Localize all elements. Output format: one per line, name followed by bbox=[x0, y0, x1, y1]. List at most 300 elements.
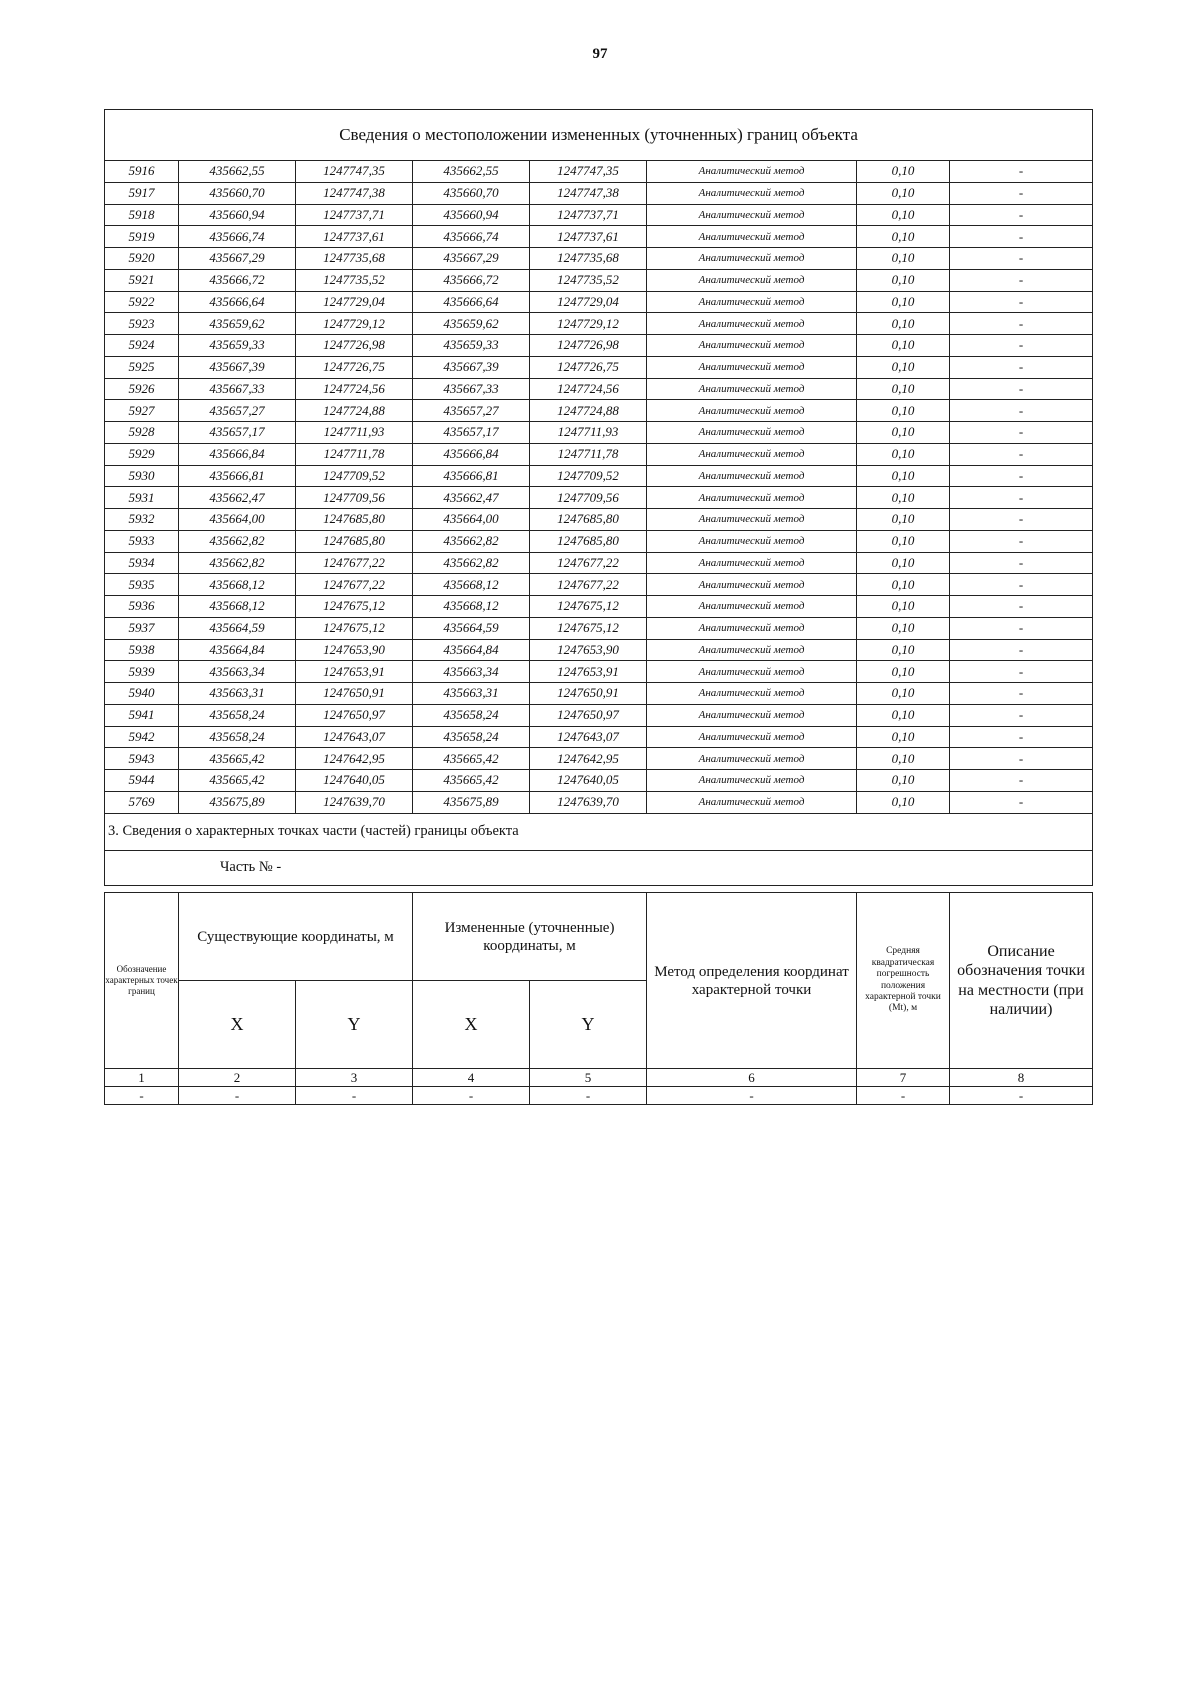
table-row bbox=[105, 596, 1093, 618]
table-cell: 1247675,12 bbox=[530, 596, 647, 618]
table-cell: Аналитический метод bbox=[647, 161, 857, 183]
table-cell: 435666,84 bbox=[179, 443, 296, 465]
table-cell: 435666,81 bbox=[413, 465, 530, 487]
table-cell: Аналитический метод bbox=[647, 726, 857, 748]
table-cell: - bbox=[413, 1087, 530, 1105]
table-cell: 435667,33 bbox=[179, 378, 296, 400]
table-cell: 0,10 bbox=[857, 748, 950, 770]
table-cell: - bbox=[950, 596, 1093, 618]
column-number: 7 bbox=[857, 1069, 950, 1087]
table-cell: 1247711,78 bbox=[296, 443, 413, 465]
table-row bbox=[105, 617, 1093, 639]
table-cell: 5936 bbox=[105, 596, 179, 618]
table-cell: 435662,82 bbox=[179, 530, 296, 552]
table-cell: 435666,72 bbox=[179, 269, 296, 291]
table-cell: 0,10 bbox=[857, 530, 950, 552]
table-cell: 435662,82 bbox=[179, 552, 296, 574]
table-cell: 0,10 bbox=[857, 465, 950, 487]
table-cell: - bbox=[950, 683, 1093, 705]
table-cell: - bbox=[950, 726, 1093, 748]
table-cell: 5918 bbox=[105, 204, 179, 226]
table-row bbox=[105, 683, 1093, 705]
table-cell: 1247726,75 bbox=[296, 356, 413, 378]
table-cell: 0,10 bbox=[857, 161, 950, 183]
empty-data-row bbox=[105, 1087, 1093, 1105]
page-number: 97 bbox=[592, 46, 608, 62]
table-cell: - bbox=[950, 617, 1093, 639]
table-title: Сведения о местоположении измененных (уточненных) границ объекта bbox=[105, 110, 1093, 161]
table-cell: 0,10 bbox=[857, 204, 950, 226]
table-cell: 5924 bbox=[105, 335, 179, 357]
column-number: 4 bbox=[413, 1069, 530, 1087]
table-cell: 5923 bbox=[105, 313, 179, 335]
table-cell: Аналитический метод bbox=[647, 443, 857, 465]
table-cell: - bbox=[950, 552, 1093, 574]
table-cell: 0,10 bbox=[857, 617, 950, 639]
table-cell: - bbox=[950, 226, 1093, 248]
table-cell: Аналитический метод bbox=[647, 530, 857, 552]
table-cell: 0,10 bbox=[857, 400, 950, 422]
table-row bbox=[105, 726, 1093, 748]
table-cell: 1247747,38 bbox=[296, 182, 413, 204]
table-cell: Аналитический метод bbox=[647, 770, 857, 792]
table-cell: 435663,34 bbox=[413, 661, 530, 683]
header-existing-y: Y bbox=[296, 981, 413, 1069]
table-cell: - bbox=[950, 661, 1093, 683]
table-cell: 1247642,95 bbox=[530, 748, 647, 770]
table-cell: 435657,27 bbox=[179, 400, 296, 422]
column-number: 5 bbox=[530, 1069, 647, 1087]
column-number: 6 bbox=[647, 1069, 857, 1087]
table-cell: 0,10 bbox=[857, 509, 950, 531]
table-cell: 1247729,12 bbox=[296, 313, 413, 335]
table-cell: 0,10 bbox=[857, 269, 950, 291]
table-cell: 5943 bbox=[105, 748, 179, 770]
table-cell: 5942 bbox=[105, 726, 179, 748]
table-cell: 435668,12 bbox=[179, 574, 296, 596]
column-number: 1 bbox=[105, 1069, 179, 1087]
table-cell: 5930 bbox=[105, 465, 179, 487]
table-cell: 1247724,56 bbox=[530, 378, 647, 400]
table-cell: - bbox=[647, 1087, 857, 1105]
table-cell: 435667,39 bbox=[179, 356, 296, 378]
table-cell: 1247709,52 bbox=[530, 465, 647, 487]
table-cell: 1247640,05 bbox=[530, 770, 647, 792]
table-cell: - bbox=[950, 530, 1093, 552]
table-cell: Аналитический метод bbox=[647, 378, 857, 400]
header-existing-coords: Существующие координаты, м bbox=[179, 893, 413, 981]
table-row bbox=[105, 748, 1093, 770]
part-points-table bbox=[104, 892, 1093, 1105]
table-cell: 435666,84 bbox=[413, 443, 530, 465]
table-cell: 5935 bbox=[105, 574, 179, 596]
table-row bbox=[105, 509, 1093, 531]
table-cell: Аналитический метод bbox=[647, 248, 857, 270]
table-cell: Аналитический метод bbox=[647, 335, 857, 357]
table-cell: 0,10 bbox=[857, 639, 950, 661]
table-cell: 435659,33 bbox=[413, 335, 530, 357]
table-cell: 435658,24 bbox=[179, 704, 296, 726]
table-cell: 5944 bbox=[105, 770, 179, 792]
table-cell: 5941 bbox=[105, 704, 179, 726]
table-cell: 0,10 bbox=[857, 182, 950, 204]
table-cell: 435659,33 bbox=[179, 335, 296, 357]
column-number: 2 bbox=[179, 1069, 296, 1087]
table-cell: 435657,17 bbox=[179, 422, 296, 444]
table-cell: 1247735,68 bbox=[296, 248, 413, 270]
table-cell: 435666,72 bbox=[413, 269, 530, 291]
table-cell: - bbox=[105, 1087, 179, 1105]
header-point-designation: Обозначение характерных точек границ bbox=[105, 893, 179, 1069]
table-cell: Аналитический метод bbox=[647, 313, 857, 335]
table-cell: 435662,82 bbox=[413, 552, 530, 574]
table-cell: 435668,12 bbox=[179, 596, 296, 618]
table-cell: 435660,70 bbox=[413, 182, 530, 204]
table-row bbox=[105, 378, 1093, 400]
table-cell: Аналитический метод bbox=[647, 422, 857, 444]
table-cell: 1247685,80 bbox=[296, 530, 413, 552]
table-row bbox=[105, 443, 1093, 465]
table-cell: 435675,89 bbox=[413, 791, 530, 813]
table-cell: 435667,29 bbox=[179, 248, 296, 270]
table-cell: 5939 bbox=[105, 661, 179, 683]
table-cell: 1247675,12 bbox=[296, 617, 413, 639]
table-row bbox=[105, 530, 1093, 552]
table-cell: - bbox=[530, 1087, 647, 1105]
table-cell: Аналитический метод bbox=[647, 487, 857, 509]
table-cell: 0,10 bbox=[857, 791, 950, 813]
table-cell: 435668,12 bbox=[413, 574, 530, 596]
table-cell: Аналитический метод bbox=[647, 683, 857, 705]
table-row bbox=[105, 291, 1093, 313]
table-cell: - bbox=[950, 465, 1093, 487]
header-changed-x: X bbox=[413, 981, 530, 1069]
table-cell: 1247726,98 bbox=[530, 335, 647, 357]
table-cell: 1247677,22 bbox=[530, 552, 647, 574]
table-cell: 1247724,88 bbox=[530, 400, 647, 422]
table-cell: 1247677,22 bbox=[296, 574, 413, 596]
table-cell: 435658,24 bbox=[413, 726, 530, 748]
table-row bbox=[105, 204, 1093, 226]
table-cell: 0,10 bbox=[857, 291, 950, 313]
table-cell: 1247675,12 bbox=[296, 596, 413, 618]
table-cell: 1247685,80 bbox=[530, 530, 647, 552]
table-cell: 0,10 bbox=[857, 248, 950, 270]
table-cell: - bbox=[950, 356, 1093, 378]
table-row bbox=[105, 422, 1093, 444]
table-cell: 1247724,88 bbox=[296, 400, 413, 422]
table-cell: 5917 bbox=[105, 182, 179, 204]
table-cell: 5940 bbox=[105, 683, 179, 705]
header-method: Метод определения координат характерной точки bbox=[647, 893, 857, 1069]
table-cell: 435662,55 bbox=[413, 161, 530, 183]
table-cell: 0,10 bbox=[857, 552, 950, 574]
table-cell: 0,10 bbox=[857, 378, 950, 400]
table-cell: 1247747,35 bbox=[530, 161, 647, 183]
table-cell: - bbox=[950, 248, 1093, 270]
table-cell: 0,10 bbox=[857, 726, 950, 748]
table-cell: - bbox=[950, 748, 1093, 770]
table-row bbox=[105, 182, 1093, 204]
table-cell: 5932 bbox=[105, 509, 179, 531]
table-cell: - bbox=[950, 422, 1093, 444]
table-cell: 435664,84 bbox=[413, 639, 530, 661]
table-row bbox=[105, 248, 1093, 270]
table-row bbox=[105, 770, 1093, 792]
table-cell: 1247642,95 bbox=[296, 748, 413, 770]
table-cell: Аналитический метод bbox=[647, 791, 857, 813]
table-cell: 435667,33 bbox=[413, 378, 530, 400]
table-row bbox=[105, 269, 1093, 291]
table-cell: 435665,42 bbox=[179, 748, 296, 770]
column-number: 8 bbox=[950, 1069, 1093, 1087]
table-cell: Аналитический метод bbox=[647, 661, 857, 683]
table-cell: 435667,39 bbox=[413, 356, 530, 378]
table-cell: - bbox=[950, 204, 1093, 226]
table-cell: 1247653,90 bbox=[530, 639, 647, 661]
table-cell: Аналитический метод bbox=[647, 182, 857, 204]
table-cell: 0,10 bbox=[857, 704, 950, 726]
table-cell: 435664,59 bbox=[413, 617, 530, 639]
table-row bbox=[105, 552, 1093, 574]
table-cell: 1247737,61 bbox=[530, 226, 647, 248]
table-cell: 5927 bbox=[105, 400, 179, 422]
table-cell: 1247685,80 bbox=[296, 509, 413, 531]
table-row bbox=[105, 161, 1093, 183]
table-cell: 1247677,22 bbox=[530, 574, 647, 596]
header-changed-y: Y bbox=[530, 981, 647, 1069]
table-cell: 1247729,04 bbox=[530, 291, 647, 313]
table-cell: 435657,17 bbox=[413, 422, 530, 444]
table-cell: 1247650,91 bbox=[296, 683, 413, 705]
table-cell: 435663,31 bbox=[413, 683, 530, 705]
table-cell: 1247685,80 bbox=[530, 509, 647, 531]
header-description: Описание обозначения точки на местности (при наличии) bbox=[950, 893, 1093, 1069]
table-cell: 435658,24 bbox=[179, 726, 296, 748]
column-number-row bbox=[105, 1069, 1093, 1087]
table-cell: 0,10 bbox=[857, 226, 950, 248]
table-cell: 5938 bbox=[105, 639, 179, 661]
table-cell: 1247726,98 bbox=[296, 335, 413, 357]
table-cell: 1247650,91 bbox=[530, 683, 647, 705]
table-cell: - bbox=[950, 335, 1093, 357]
table-cell: 1247711,78 bbox=[530, 443, 647, 465]
table-cell: 435659,62 bbox=[413, 313, 530, 335]
table-cell: Аналитический метод bbox=[647, 356, 857, 378]
table-row bbox=[105, 313, 1093, 335]
table-row bbox=[105, 226, 1093, 248]
table-cell: - bbox=[950, 182, 1093, 204]
table-cell: 0,10 bbox=[857, 596, 950, 618]
table-cell: 1247653,90 bbox=[296, 639, 413, 661]
table-cell: Аналитический метод bbox=[647, 269, 857, 291]
table-cell: 1247735,68 bbox=[530, 248, 647, 270]
table-cell: 435662,82 bbox=[413, 530, 530, 552]
table-cell: Аналитический метод bbox=[647, 226, 857, 248]
table-cell: - bbox=[950, 443, 1093, 465]
table-cell: 5937 bbox=[105, 617, 179, 639]
table-cell: Аналитический метод bbox=[647, 400, 857, 422]
table-cell: 1247737,71 bbox=[530, 204, 647, 226]
table-cell: 1247675,12 bbox=[530, 617, 647, 639]
table-cell: 5920 bbox=[105, 248, 179, 270]
section-title: 3. Сведения о характерных точках части (частей) границы объекта bbox=[105, 813, 1093, 850]
header-changed-coords: Измененные (уточненные) координаты, м bbox=[413, 893, 647, 981]
table-cell: - bbox=[950, 161, 1093, 183]
table-cell: 435658,24 bbox=[413, 704, 530, 726]
table-row bbox=[105, 704, 1093, 726]
table-cell: 435659,62 bbox=[179, 313, 296, 335]
table-cell: 0,10 bbox=[857, 335, 950, 357]
table-cell: 1247737,61 bbox=[296, 226, 413, 248]
table-cell: 5928 bbox=[105, 422, 179, 444]
table-cell: Аналитический метод bbox=[647, 617, 857, 639]
table-cell: 0,10 bbox=[857, 487, 950, 509]
table-cell: 1247747,38 bbox=[530, 182, 647, 204]
table-row bbox=[105, 400, 1093, 422]
table-cell: 435666,74 bbox=[413, 226, 530, 248]
table-cell: 435666,64 bbox=[179, 291, 296, 313]
table-cell: 435664,00 bbox=[413, 509, 530, 531]
table-cell: - bbox=[950, 704, 1093, 726]
table-row bbox=[105, 487, 1093, 509]
table-cell: - bbox=[950, 313, 1093, 335]
table-cell: 5933 bbox=[105, 530, 179, 552]
table-cell: Аналитический метод bbox=[647, 704, 857, 726]
table-cell: 1247709,56 bbox=[296, 487, 413, 509]
table-cell: 1247650,97 bbox=[530, 704, 647, 726]
table-cell: - bbox=[950, 400, 1093, 422]
table-cell: 5922 bbox=[105, 291, 179, 313]
table-cell: 0,10 bbox=[857, 574, 950, 596]
table-cell: 1247729,04 bbox=[296, 291, 413, 313]
table-cell: - bbox=[950, 269, 1093, 291]
table-row bbox=[105, 639, 1093, 661]
table-cell: 1247709,56 bbox=[530, 487, 647, 509]
table-cell: 0,10 bbox=[857, 356, 950, 378]
table-cell: - bbox=[950, 378, 1093, 400]
table-row bbox=[105, 335, 1093, 357]
column-number: 3 bbox=[296, 1069, 413, 1087]
table-cell: Аналитический метод bbox=[647, 574, 857, 596]
table-cell: Аналитический метод bbox=[647, 639, 857, 661]
table-cell: Аналитический метод bbox=[647, 748, 857, 770]
part-label: Часть № - bbox=[105, 850, 1093, 885]
table-cell: 435662,47 bbox=[179, 487, 296, 509]
table-row bbox=[105, 356, 1093, 378]
table-cell: 1247639,70 bbox=[530, 791, 647, 813]
table-cell: 0,10 bbox=[857, 770, 950, 792]
table-cell: - bbox=[950, 770, 1093, 792]
table-cell: 435657,27 bbox=[413, 400, 530, 422]
table-row bbox=[105, 465, 1093, 487]
table-cell: - bbox=[950, 487, 1093, 509]
table-cell: 5925 bbox=[105, 356, 179, 378]
table-cell: 1247711,93 bbox=[530, 422, 647, 444]
table-cell: 1247643,07 bbox=[530, 726, 647, 748]
table-cell: 435666,64 bbox=[413, 291, 530, 313]
table-cell: 5934 bbox=[105, 552, 179, 574]
table-cell: - bbox=[950, 639, 1093, 661]
table-cell: Аналитический метод bbox=[647, 552, 857, 574]
table-cell: 435660,94 bbox=[413, 204, 530, 226]
table-cell: 435666,74 bbox=[179, 226, 296, 248]
table-row bbox=[105, 574, 1093, 596]
header-existing-x: X bbox=[179, 981, 296, 1069]
table-cell: 1247735,52 bbox=[296, 269, 413, 291]
table-cell: 0,10 bbox=[857, 683, 950, 705]
table-cell: - bbox=[857, 1087, 950, 1105]
table-cell: 1247726,75 bbox=[530, 356, 647, 378]
table-cell: 1247643,07 bbox=[296, 726, 413, 748]
table-cell: 1247653,91 bbox=[296, 661, 413, 683]
table-cell: 1247709,52 bbox=[296, 465, 413, 487]
table-cell: - bbox=[950, 1087, 1093, 1105]
table-cell: 1247639,70 bbox=[296, 791, 413, 813]
table-cell: 1247711,93 bbox=[296, 422, 413, 444]
table-cell: 1247650,97 bbox=[296, 704, 413, 726]
table-cell: 435668,12 bbox=[413, 596, 530, 618]
table-cell: 435665,42 bbox=[179, 770, 296, 792]
table-cell: 5921 bbox=[105, 269, 179, 291]
table-cell: 435664,00 bbox=[179, 509, 296, 531]
table-cell: 0,10 bbox=[857, 422, 950, 444]
table-cell: 1247653,91 bbox=[530, 661, 647, 683]
table-cell: 435667,29 bbox=[413, 248, 530, 270]
table-cell: 1247724,56 bbox=[296, 378, 413, 400]
table-cell: 5929 bbox=[105, 443, 179, 465]
table-cell: 435675,89 bbox=[179, 791, 296, 813]
table-cell: Аналитический метод bbox=[647, 596, 857, 618]
table-cell: 435664,84 bbox=[179, 639, 296, 661]
table-cell: 435660,94 bbox=[179, 204, 296, 226]
table-cell: 1247737,71 bbox=[296, 204, 413, 226]
table-cell: 1247729,12 bbox=[530, 313, 647, 335]
table-row bbox=[105, 661, 1093, 683]
table-cell: - bbox=[950, 291, 1093, 313]
table-cell: - bbox=[950, 574, 1093, 596]
table-cell: 435662,55 bbox=[179, 161, 296, 183]
table-cell: 5919 bbox=[105, 226, 179, 248]
boundary-coordinates-table bbox=[104, 109, 1093, 886]
table-cell: 0,10 bbox=[857, 313, 950, 335]
table-cell: Аналитический метод bbox=[647, 465, 857, 487]
table-cell: 1247640,05 bbox=[296, 770, 413, 792]
table-cell: 5916 bbox=[105, 161, 179, 183]
table-cell: 435665,42 bbox=[413, 748, 530, 770]
table-cell: 1247735,52 bbox=[530, 269, 647, 291]
table-cell: 5931 bbox=[105, 487, 179, 509]
table-cell: - bbox=[950, 791, 1093, 813]
table-cell: - bbox=[296, 1087, 413, 1105]
table-cell: Аналитический метод bbox=[647, 509, 857, 531]
table-cell: 435664,59 bbox=[179, 617, 296, 639]
table-cell: 5769 bbox=[105, 791, 179, 813]
table-cell: 435665,42 bbox=[413, 770, 530, 792]
table-cell: 5926 bbox=[105, 378, 179, 400]
table-cell: 0,10 bbox=[857, 661, 950, 683]
table-cell: 0,10 bbox=[857, 443, 950, 465]
table-row bbox=[105, 791, 1093, 813]
table-cell: 435666,81 bbox=[179, 465, 296, 487]
table-cell: 435663,31 bbox=[179, 683, 296, 705]
table-cell: 435662,47 bbox=[413, 487, 530, 509]
header-mean-error: Средняя квадратическая погрешность положения характерной точки (Mt), м bbox=[857, 893, 950, 1069]
table-cell: 435663,34 bbox=[179, 661, 296, 683]
table-cell: 435660,70 bbox=[179, 182, 296, 204]
table-cell: 1247677,22 bbox=[296, 552, 413, 574]
table-cell: Аналитический метод bbox=[647, 291, 857, 313]
